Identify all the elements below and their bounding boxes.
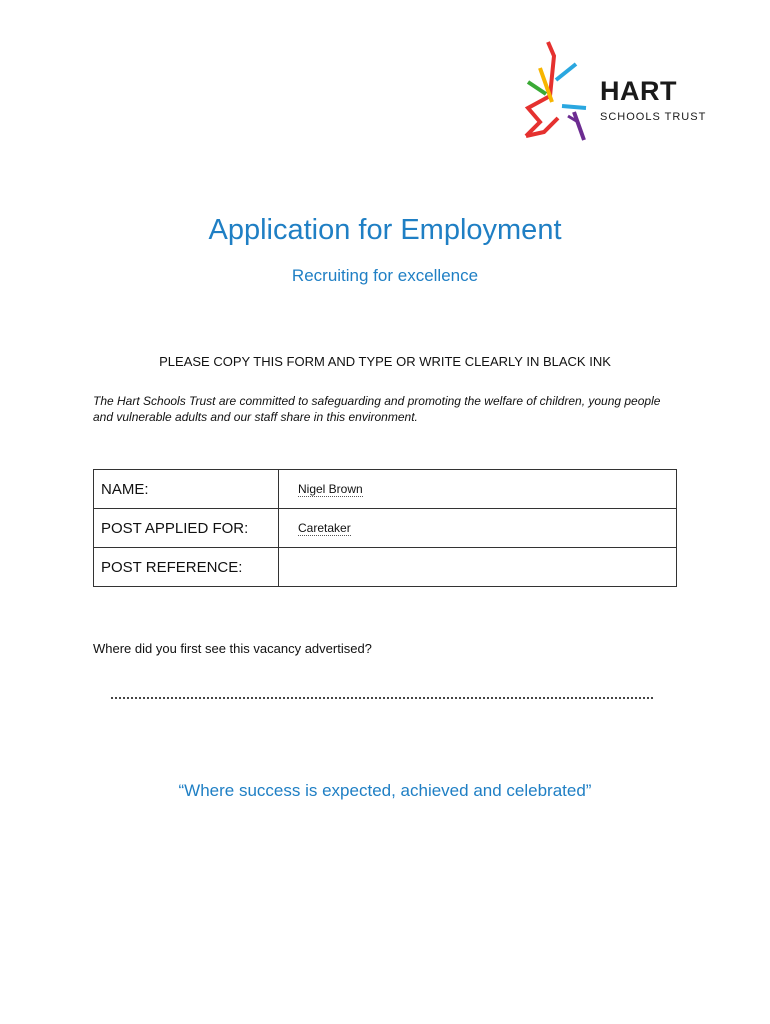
post-reference-label: POST REFERENCE:: [94, 548, 279, 587]
vacancy-question: Where did you first see this vacancy advertised?: [93, 641, 372, 656]
logo-blue-stroke-mid: [562, 106, 586, 108]
logo-blue-stroke-top: [556, 64, 576, 80]
trust-motto: “Where success is expected, achieved and celebrated”: [178, 781, 592, 800]
post-applied-field[interactable]: [279, 509, 677, 548]
applicant-details-table: [93, 469, 677, 587]
name-value: Nigel Brown: [298, 482, 363, 496]
post-applied-label: POST APPLIED FOR:: [94, 509, 279, 548]
post-applied-value: Caretaker: [298, 521, 351, 535]
name-field[interactable]: [279, 470, 677, 509]
table-row: [94, 548, 677, 587]
logo-name: HART: [600, 76, 677, 106]
logo-green-stroke: [528, 82, 546, 94]
vacancy-answer-line[interactable]: [111, 697, 653, 699]
logo-subtitle: SCHOOLS TRUST: [600, 111, 707, 123]
logo-red-base: [526, 118, 558, 136]
name-label: NAME:: [94, 470, 279, 509]
hart-schools-trust-logo: [522, 38, 712, 146]
form-instruction: PLEASE COPY THIS FORM AND TYPE OR WRITE CLEARLY IN BLACK INK: [159, 354, 611, 369]
safeguarding-statement: The Hart Schools Trust are committed to safeguarding and promoting the welfare of children, young people and vulnerable adults and our staff share in this environment.: [93, 394, 661, 424]
logo-purple-stroke: [574, 112, 584, 140]
hart-logo-mark-icon: [522, 38, 602, 146]
table-row: [94, 470, 677, 509]
table-row: [94, 509, 677, 548]
post-reference-field[interactable]: [279, 548, 677, 587]
page-subtitle: Recruiting for excellence: [291, 266, 479, 285]
page-title: Application for Employment: [208, 214, 562, 246]
